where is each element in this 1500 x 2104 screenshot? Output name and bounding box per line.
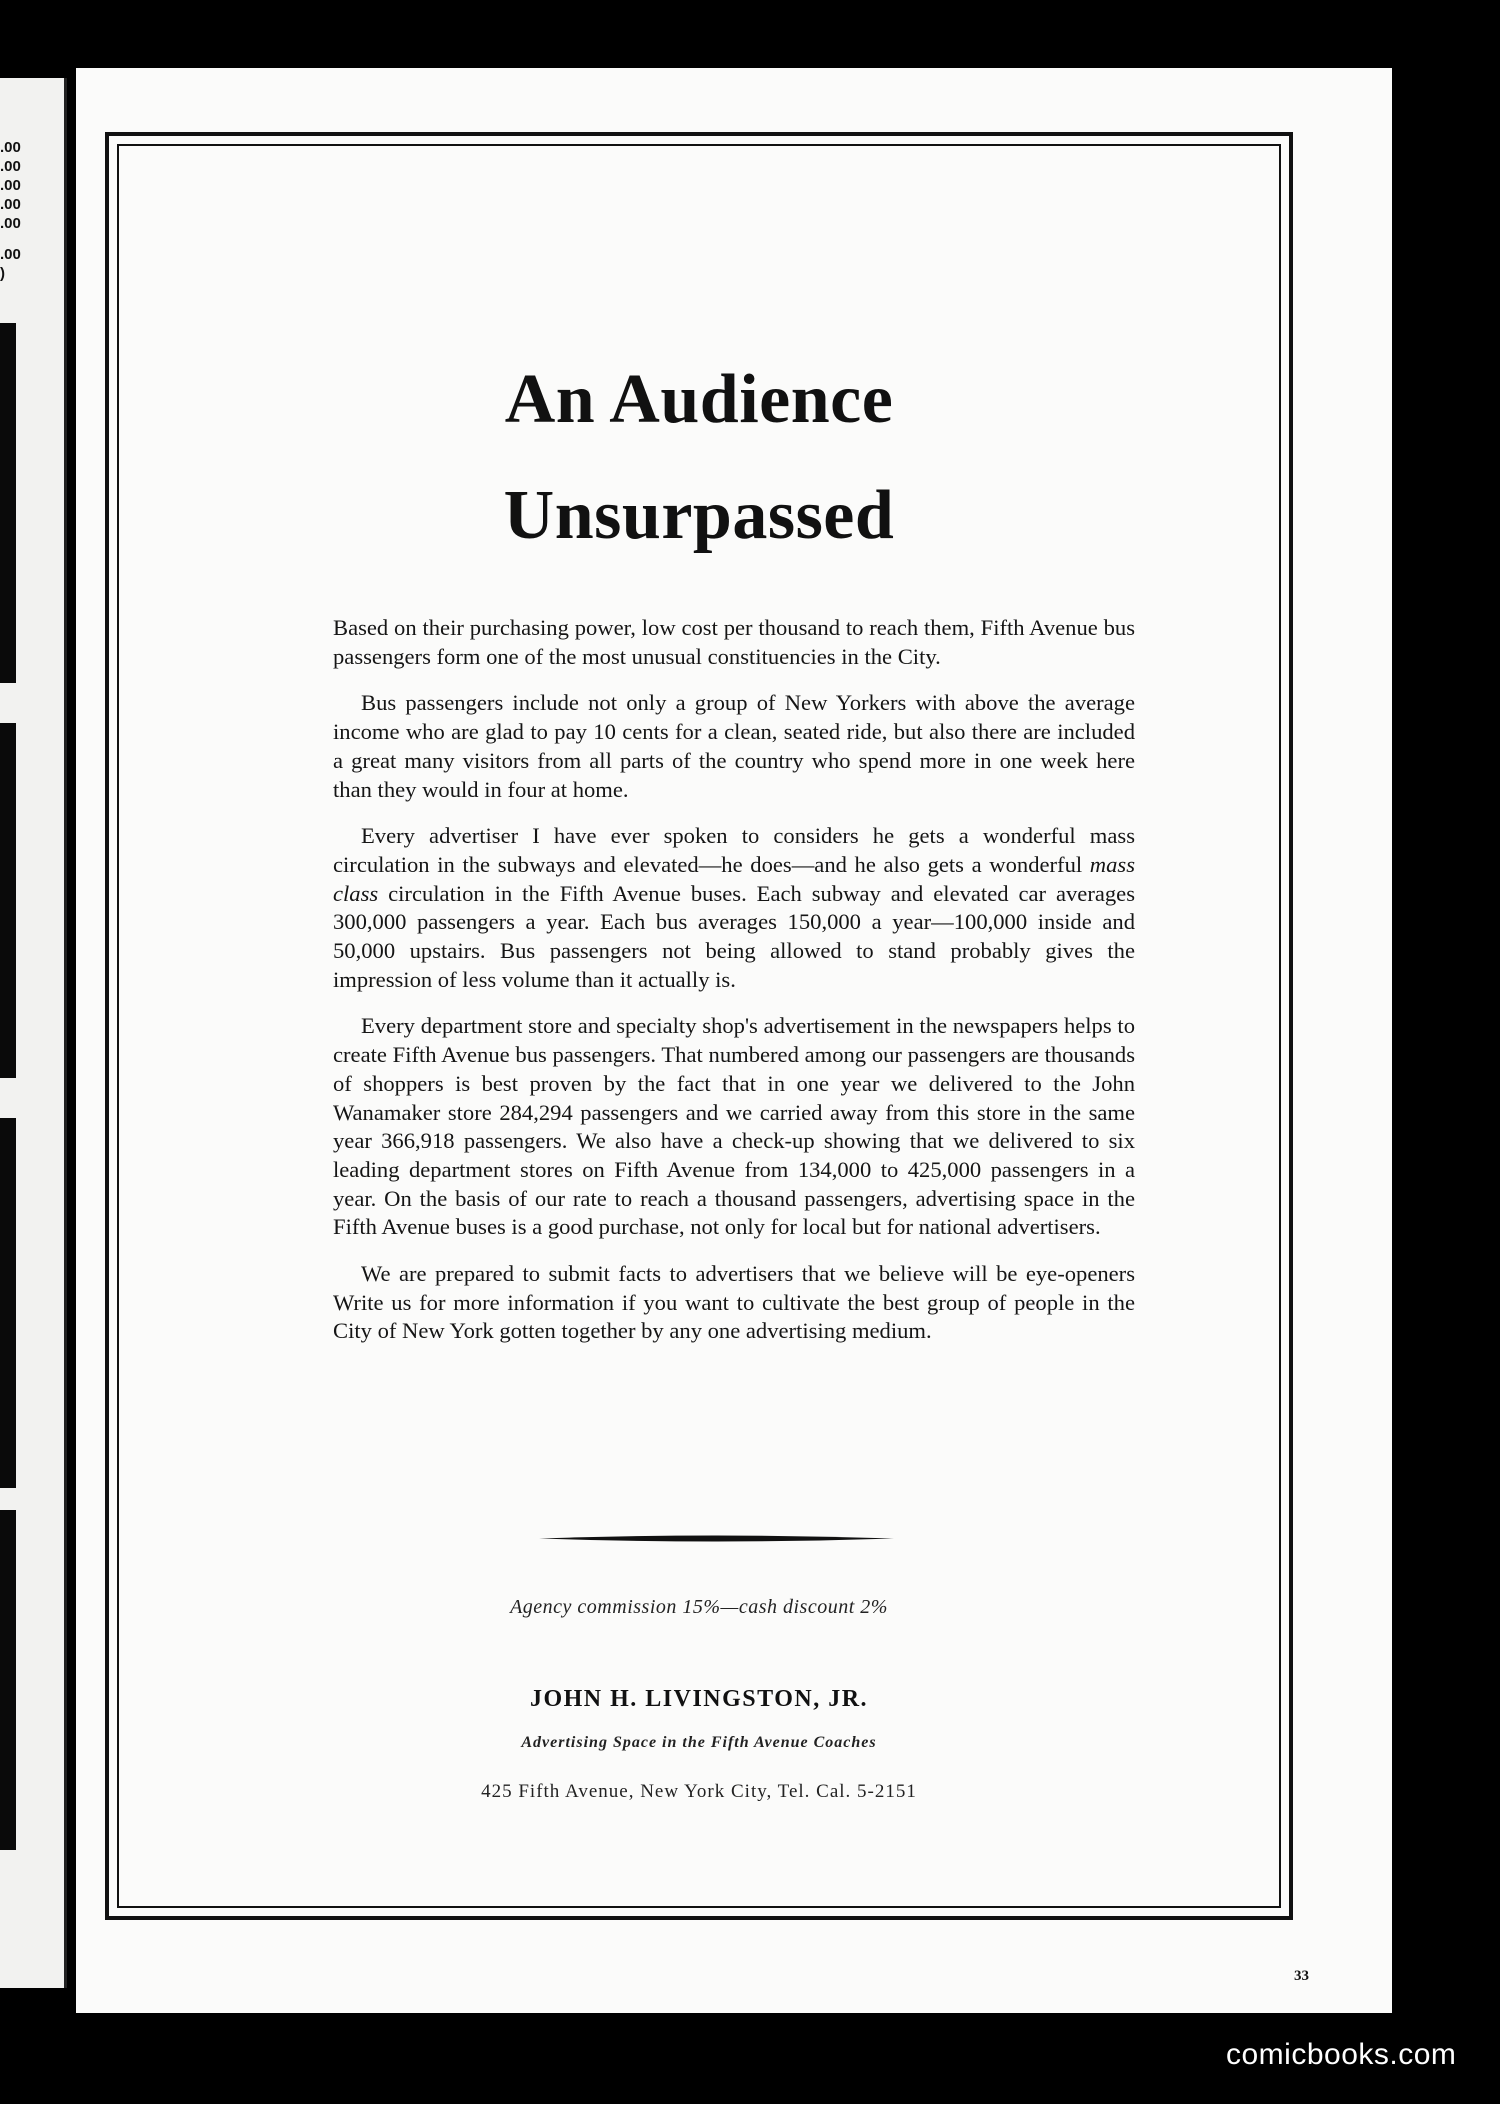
magazine-page [76, 68, 1392, 2013]
facing-number: .00 [0, 196, 21, 213]
facing-page-edge [0, 78, 67, 1988]
facing-page-black-band [0, 1510, 16, 1850]
paragraph [333, 822, 1135, 994]
paragraph-text: circulation in the Fifth Avenue buses. Each subway and elevated car averages 300,000 passengers a year. Each bus averages 150,000 a year—100,000 inside and 50,000 upstairs. Bus passengers not being allowed to stand probably gives the impression of less volume than it actually is. [333, 880, 1135, 992]
ad-border-inner [117, 144, 1281, 1908]
facing-number: .00 [0, 177, 21, 194]
advertiser-address: 425 Fifth Avenue, New York City, Tel. Cal. 5-2151 [481, 1781, 917, 1802]
watermark: comicbooks.com [1226, 2038, 1457, 2071]
paragraph-text: Every advertiser I have ever spoken to considers he gets a wonderful mass circulation in the subways and elevated—he does—and he also gets a wonderful [333, 823, 1135, 877]
facing-number: .00 [0, 246, 21, 263]
facing-number: ) [0, 265, 5, 282]
headline-line-1: An Audience [504, 361, 894, 438]
facing-page-numbers [0, 138, 21, 283]
ornamental-rule [539, 1534, 894, 1543]
page-number: 33 [1294, 1968, 1309, 1984]
facing-page-black-band [0, 323, 16, 683]
facing-number: .00 [0, 158, 21, 175]
emphasis-text: mass class [333, 851, 1135, 906]
facing-page-black-band [0, 723, 16, 1078]
advertiser-tagline: Advertising Space in the Fifth Avenue Coaches [521, 1734, 877, 1751]
facing-number: .00 [0, 215, 21, 232]
paragraph: Based on their purchasing power, low cost per thousand to reach them, Fifth Avenue bus passengers form one of the most unusual constituencies in the City. [333, 615, 1135, 669]
advertiser-name: JOHN H. LIVINGSTON, JR. [529, 1686, 869, 1712]
ad-body [333, 614, 1135, 1364]
facing-number: .00 [0, 139, 21, 156]
ad-headline [119, 342, 1279, 574]
facing-page-black-band [0, 1118, 16, 1488]
paragraph: Every department store and specialty shop's advertisement in the newspapers helps to create Fifth Avenue bus passengers. That numbered among our passengers are thousands of shoppers is best proven by the fact that in one year we delivered to the John Wanamaker store 284,294 passengers and we carried away from this store in the same year 366,918 passengers. We also have a check-up showing that we delivered to six leading department stores on Fifth Avenue from 134,000 to 425,000 passengers in a year. On the basis of our rate to reach a thousand passengers, advertising space in the Fifth Avenue buses is a good purchase, not only for local but for national advertisers. [333, 1013, 1135, 1240]
paragraph: We are prepared to submit facts to advertisers that we believe will be eye-openers Write us for more information if you want to cultivate the best group of people in the City of New York gotten together by any one advertising medium. [333, 1261, 1135, 1344]
headline-line-2: Unsurpassed [503, 477, 895, 554]
paragraph: Bus passengers include not only a group of New Yorkers with above the average income who are glad to pay 10 cents for a clean, seated ride, but also there are included a great many visitors from all parts of the country who spend more in one week here than they would in four at home. [333, 690, 1135, 802]
ad-border-outer [105, 132, 1293, 1920]
agency-commission: Agency commission 15%—cash discount 2% [510, 1596, 888, 1618]
